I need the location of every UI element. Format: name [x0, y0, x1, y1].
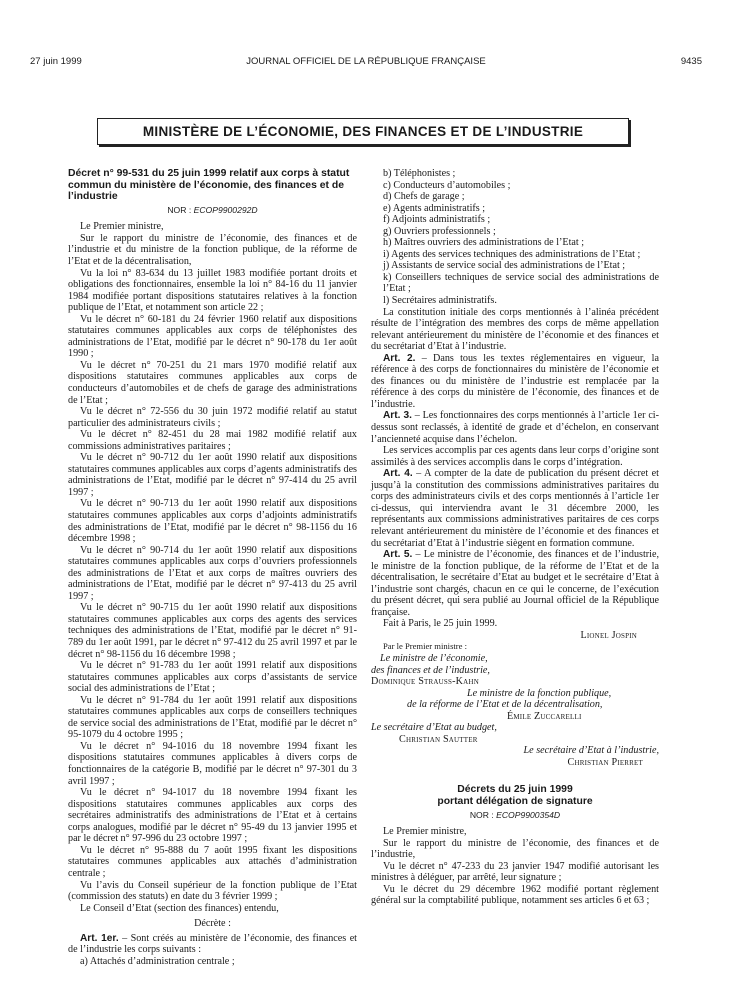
article-2 — [371, 353, 659, 411]
preamble-paragraph: Sur le rapport du ministre de l’économie, des finances et de l’industrie, — [371, 837, 659, 861]
preamble-paragraph: Vu le décret n° 90-715 du 1er août 1990 relatif aux dispositions statutaires communes applicables aux corps des agents des services techniques des administrations de l’Etat, modifié par le décret n° 91-789 du 1er août 1991, par le décret n° 97-412 du 25 avril 1997 et par le décret n° 98-1156 du 16 décembre 1998 ; — [68, 602, 357, 660]
decree-title: Décret n° 99-531 du 25 juin 1999 relatif aux corps à statut commun du ministère de l’économie, des finances et de l’industrie — [68, 168, 350, 203]
countersign-label: Par le Premier ministre : — [383, 641, 468, 652]
preamble-paragraph: Vu la loi n° 83-634 du 13 juillet 1983 modifiée portant droits et obligations des fonctionnaires, ensemble la loi n° 84-16 du 11 janvier 1984 modifiée portant dispositions statutaires relatives à la fonction publique de l’Etat, et notamment son article 22 ; — [68, 267, 357, 314]
minister-name: Christian Pierret — [567, 756, 643, 768]
corps-list-item: d) Chefs de garage ; — [383, 191, 465, 203]
issue-date: 27 juin 1999 — [30, 56, 82, 67]
journal-title: JOURNAL OFFICIEL DE LA RÉPUBLIQUE FRANÇAISE — [246, 56, 486, 67]
nor-label: NOR : — [469, 809, 497, 820]
minister-name: Christian Sautter — [399, 733, 478, 745]
decree-2-title-line: portant délégation de signature — [437, 796, 593, 808]
preamble-paragraph: Vu le décret n° 90-714 du 1er août 1990 relatif aux dispositions statutaires communes applicables aux corps d’ouvriers professionnels des administrations de l’Etat et aux corps de maîtres ouvriers des administrations de l’Etat, modifié par le décret n° 97-413 du 25 avril 1997 ; — [68, 544, 357, 602]
page-number: 9435 — [680, 56, 702, 67]
left-column — [68, 168, 357, 967]
article-label: Art. 3. — [383, 410, 412, 422]
corps-list-item: i) Agents des services techniques des administrations de l’Etat ; — [383, 248, 641, 260]
corps-list-item: b) Téléphonistes ; — [383, 168, 456, 179]
minister-title: de la réforme de l’Etat et de la décentralisation, — [407, 699, 603, 711]
corps-list-item: f) Adjoints administratifs ; — [383, 214, 491, 226]
article-text: – Sont créés au ministère de l’économie, des finances et de l’industrie les corps suivants : — [68, 932, 357, 956]
preamble-paragraph: Vu le décret n° 90-712 du 1er août 1990 relatif aux dispositions statutaires communes applicables aux corps d’agents administratifs des administrations de l’Etat, modifié par le décret n° 97-414 du 25 avril 1997 ; — [68, 452, 357, 498]
preamble-paragraph: Vu le décret n° 60-181 du 24 février 1960 relatif aux dispositions statutaires communes applicables aux corps de téléphonistes des administrations de l’Etat, modifié par le décret n° 90-178 du 1er août 1990 ; — [68, 313, 357, 360]
article-text: – Les fonctionnaires des corps mentionnés à l’article 1er ci-dessus sont reclassés, à identité de grade et d’échelon, en conservant l’ancienneté acquise dans l’échelon. — [371, 410, 659, 445]
running-head — [30, 56, 702, 70]
minister-title: Le secrétaire d’Etat à l’industrie, — [523, 745, 659, 757]
preamble-paragraph: Vu le décret n° 91-784 du 1er août 1991 relatif aux dispositions statutaires communes applicables aux corps de conseillers techniques de service social des administrations de l’Etat, modifié par le décret n° 95-1079 du 4 octobre 1995 ; — [68, 694, 357, 741]
article-1 — [68, 933, 357, 956]
preamble-paragraph: Vu le décret n° 94-1016 du 18 novembre 1994 fixant les dispositions statutaires communes applicables à divers corps de fonctionnaires de la catégorie B, modifié par le décret n° 97-301 du 3 avril 1997 ; — [68, 740, 357, 787]
corps-list-item: k) Conseillers techniques de service social des administrations de l’Etat ; — [383, 271, 659, 295]
minister-title: Le secrétaire d’Etat au budget, — [371, 722, 497, 734]
preamble-paragraph: Vu le décret n° 47-233 du 23 janvier 1947 modifié autorisant les ministres à déléguer, par arrêté, leur signature ; — [371, 860, 659, 884]
nor-code: ECOP9900292D — [193, 204, 258, 215]
preamble-paragraph: Vu l’avis du Conseil supérieur de la fonction publique de l’Etat (commission des statuts) en date du 3 février 1999 ; — [68, 879, 357, 903]
ministry-title: MINISTÈRE DE L’ÉCONOMIE, DES FINANCES ET DE L’INDUSTRIE — [142, 124, 584, 139]
nor-reference — [68, 205, 357, 217]
corps-list-item: l) Secrétaires administratifs. — [383, 295, 497, 307]
article-label: Art. 1er. — [80, 932, 119, 944]
done-at: Fait à Paris, le 25 juin 1999. — [383, 618, 498, 630]
nor-code: ECOP9900354D — [496, 809, 561, 820]
preamble-paragraph: Sur le rapport du ministre de l’économie, des finances et de l’industrie et du ministre de la fonction publique, de la réforme de l’Etat et de la décentralisation, — [68, 232, 357, 267]
article-text: – Dans tous les textes réglementaires en vigueur, la référence à des corps de fonctionnaires du ministère de l’économie et des finances ou du ministère de l’industrie est remplacée par la référence à des corps du ministère de l’économie, des finances et de l’industrie. — [371, 352, 659, 410]
article-3 — [371, 410, 659, 445]
preamble-paragraph: Vu le décret n° 70-251 du 21 mars 1970 modifié relatif aux dispositions statutaires communes applicables aux corps de conducteurs d’automobiles et de chefs de garage des administrations de l’Etat ; — [68, 359, 357, 406]
corps-list-item: g) Ouvriers professionnels ; — [383, 225, 496, 237]
article-label: Art. 4. — [383, 468, 413, 480]
nor-label: NOR : — [167, 204, 194, 215]
preamble-paragraph: Vu le décret n° 90-713 du 1er août 1990 relatif aux dispositions statutaires communes applicables aux corps d’adjoints administratifs des administrations de l’Etat, modifié par le décret n° 98-1156 du 16 décembre 1998 ; — [68, 498, 357, 545]
minister-title: Le ministre de la fonction publique, — [467, 687, 612, 699]
preamble-paragraph: Vu le décret n° 91-783 du 1er août 1991 relatif aux dispositions statutaires communes applicables aux corps d’assistants de service social des administrations de l’Etat ; — [68, 660, 357, 695]
minister-title: Le ministre de l’économie, — [380, 652, 488, 664]
preamble-paragraph: Vu le décret n° 95-888 du 7 août 1995 fixant les dispositions statutaires communes applicables aux attachés d’administration centrale ; — [68, 844, 357, 879]
decrete-heading: Décrète : — [194, 918, 231, 930]
corps-list-item: h) Maîtres ouvriers des administrations de l’Etat ; — [383, 237, 585, 249]
preamble-paragraph: Le Conseil d’Etat (section des finances) entendu, — [80, 902, 279, 914]
article-text: – A compter de la date de publication du présent décret et jusqu’à la constitution des commissions administratives paritaires du corps des administrateurs civils et des corps mentionnés à l’article 1er ci-dessus, qui interviendra avant le 31 décembre 2000, les représentants aux commissions administratives paritaires de ces corps relevant antérieurement du ministère de l’économie et des finances et du secrétariat d’Etat à l’industrie siègent en formation commune. — [371, 468, 659, 549]
article-3-continued: Les services accomplis par ces agents dans leur corps d’origine sont assimilés à des services accomplis dans le corps d’intégration. — [371, 445, 659, 468]
decree-2-title-line: Décrets du 25 juin 1999 — [457, 784, 573, 796]
corps-list-item: e) Agents administratifs ; — [383, 202, 486, 214]
preamble-paragraph: Vu le décret n° 82-451 du 28 mai 1982 modifié relatif aux commissions administratives paritaires ; — [68, 429, 357, 452]
preamble-paragraph: Vu le décret du 29 décembre 1962 modifié portant règlement général sur la comptabilité publique, notamment ses articles 6 et 63 ; — [371, 883, 659, 907]
corps-list-item: j) Assistants de service social des administrations de l’Etat ; — [383, 260, 626, 272]
article-label: Art. 2. — [383, 352, 416, 364]
preamble-paragraph: Vu le décret n° 94-1017 du 18 novembre 1994 fixant les dispositions statutaires communes applicables aux corps des secrétaires administratifs des administrations de l’Etat et à certains corps analogues, modifié par le décret n° 95-49 du 13 janvier 1995 et par le décret n° 97-996 du 23 octobre 1997 ; — [68, 787, 357, 845]
prime-minister-name: Lionel Jospin — [580, 629, 637, 641]
corps-list-item: a) Attachés d’administration centrale ; — [80, 955, 235, 967]
preamble-paragraph: Vu le décret n° 72-556 du 30 juin 1972 modifié relatif au statut particulier des administrateurs civils ; — [68, 406, 357, 429]
minister-name: Dominique Strauss-Kahn — [371, 676, 479, 688]
minister-name: Émile Zuccarelli — [507, 710, 582, 722]
preamble-paragraph: Le Premier ministre, — [80, 221, 164, 233]
article-5 — [371, 549, 659, 618]
article-label: Art. 5. — [383, 549, 413, 561]
constitution-paragraph: La constitution initiale des corps mentionnés à l’alinéa précédent résulte de l’intégration des membres des corps de même appellation relevant antérieurement du ministère de l’économie et des finances et du secrétariat d’Etat à l’industrie. — [371, 306, 659, 353]
article-text: – Le ministre de l’économie, des finances et de l’industrie, le ministre de la fonction publique, de la réforme de l’Etat et de la décentralisation, le secrétaire d’Etat au budget et le secrétaire d’Etat à l’industrie sont chargés, chacun en ce qui le concerne, de l’exécution du présent décret, qui sera publié au Journal officiel de la République française. — [371, 549, 660, 618]
corps-list-item: c) Conducteurs d’automobiles ; — [383, 179, 511, 191]
preamble-paragraph: Le Premier ministre, — [383, 826, 467, 838]
article-4 — [371, 468, 659, 549]
minister-title: des finances et de l’industrie, — [371, 664, 490, 676]
right-column — [371, 168, 659, 907]
ministry-heading — [97, 118, 629, 145]
nor-reference — [371, 810, 659, 822]
